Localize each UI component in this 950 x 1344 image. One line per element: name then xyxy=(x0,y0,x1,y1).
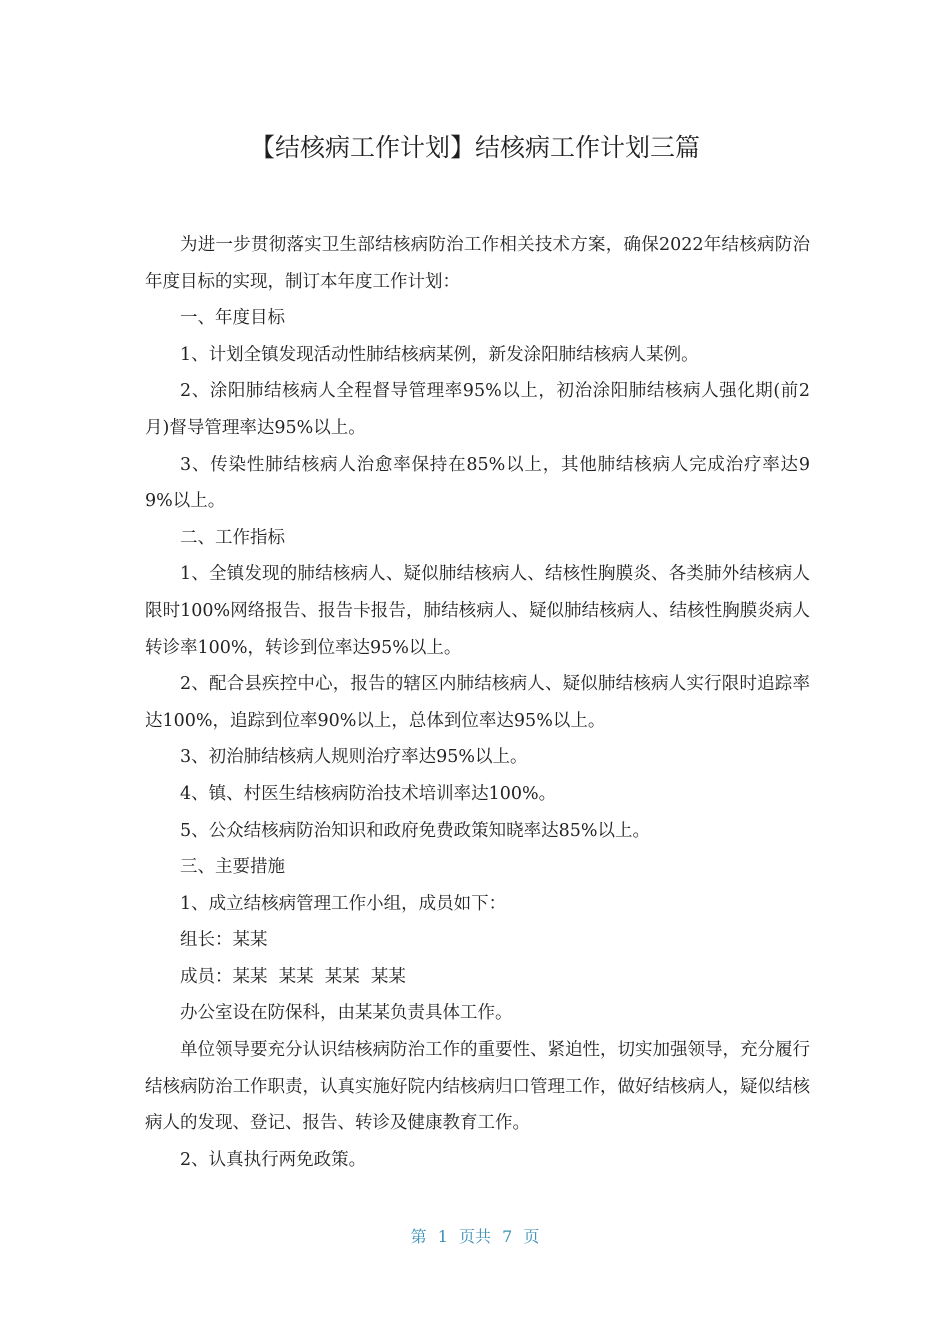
paragraph-goal-3: 3、传染性肺结核病人治愈率保持在85%以上，其他肺结核病人完成治疗率达99%以上。 xyxy=(145,454,810,512)
paragraph-measure-1: 1、成立结核病管理工作小组，成员如下： xyxy=(180,893,507,914)
paragraph-measure-2: 2、认真执行两免政策。 xyxy=(180,1149,367,1170)
paragraph-goal-1: 1、计划全镇发现活动性肺结核病某例，新发涂阳肺结核病人某例。 xyxy=(180,344,699,365)
paragraph-indicator-2: 2、配合县疾控中心，报告的辖区内肺结核病人、疑似肺结核病人实行限时追踪率达100%，追踪到位率90%以上，总体到位率达95%以上。 xyxy=(145,674,810,731)
paragraph-goal-2: 2、涂阳肺结核病人全程督导管理率95%以上，初治涂阳肺结核病人强化期(前2月)督导管理率达95%以上。 xyxy=(145,381,810,438)
page-number-footer: 第 1 页共 7 页 xyxy=(410,1227,540,1246)
paragraph-leadership: 单位领导要充分认识结核病防治工作的重要性、紧迫性，切实加强领导，充分履行结核病防治工作职责，认真实施好院内结核病归口管理工作，做好结核病人，疑似结核病人的发现、登记、报告、转诊及健康教育工作。 xyxy=(145,1040,810,1134)
document-body xyxy=(145,227,810,1178)
paragraph-indicator-5: 5、公众结核病防治知识和政府免费政策知晓率达85%以上。 xyxy=(180,820,651,841)
paragraph-team-members: 成员：某某 某某 某某 某某 xyxy=(180,966,406,987)
paragraph-office: 办公室设在防保科，由某某负责具体工作。 xyxy=(180,1003,513,1024)
document-title: 【结核病工作计划】结核病工作计划三篇 xyxy=(249,133,700,162)
paragraph-indicator-4: 4、镇、村医生结核病防治技术培训率达100%。 xyxy=(180,783,557,804)
section-heading-work-indicators: 二、工作指标 xyxy=(180,527,285,548)
paragraph-indicator-3: 3、初治肺结核病人规则治疗率达95%以上。 xyxy=(180,747,528,768)
section-heading-main-measures: 三、主要措施 xyxy=(180,857,285,878)
paragraph-team-leader: 组长：某某 xyxy=(180,930,268,951)
paragraph-indicator-1: 1、全镇发现的肺结核病人、疑似肺结核病人、结核性胸膜炎、各类肺外结核病人限时100%网络报告、报告卡报告，肺结核病人、疑似肺结核病人、结核性胸膜炎病人转诊率100%，转诊到位率达95%以上。 xyxy=(145,564,810,658)
section-heading-annual-goals: 一、年度目标 xyxy=(180,308,285,329)
paragraph-intro: 为进一步贯彻落实卫生部结核病防治工作相关技术方案，确保2022年结核病防治年度目标的实现，制订本年度工作计划： xyxy=(145,235,810,292)
